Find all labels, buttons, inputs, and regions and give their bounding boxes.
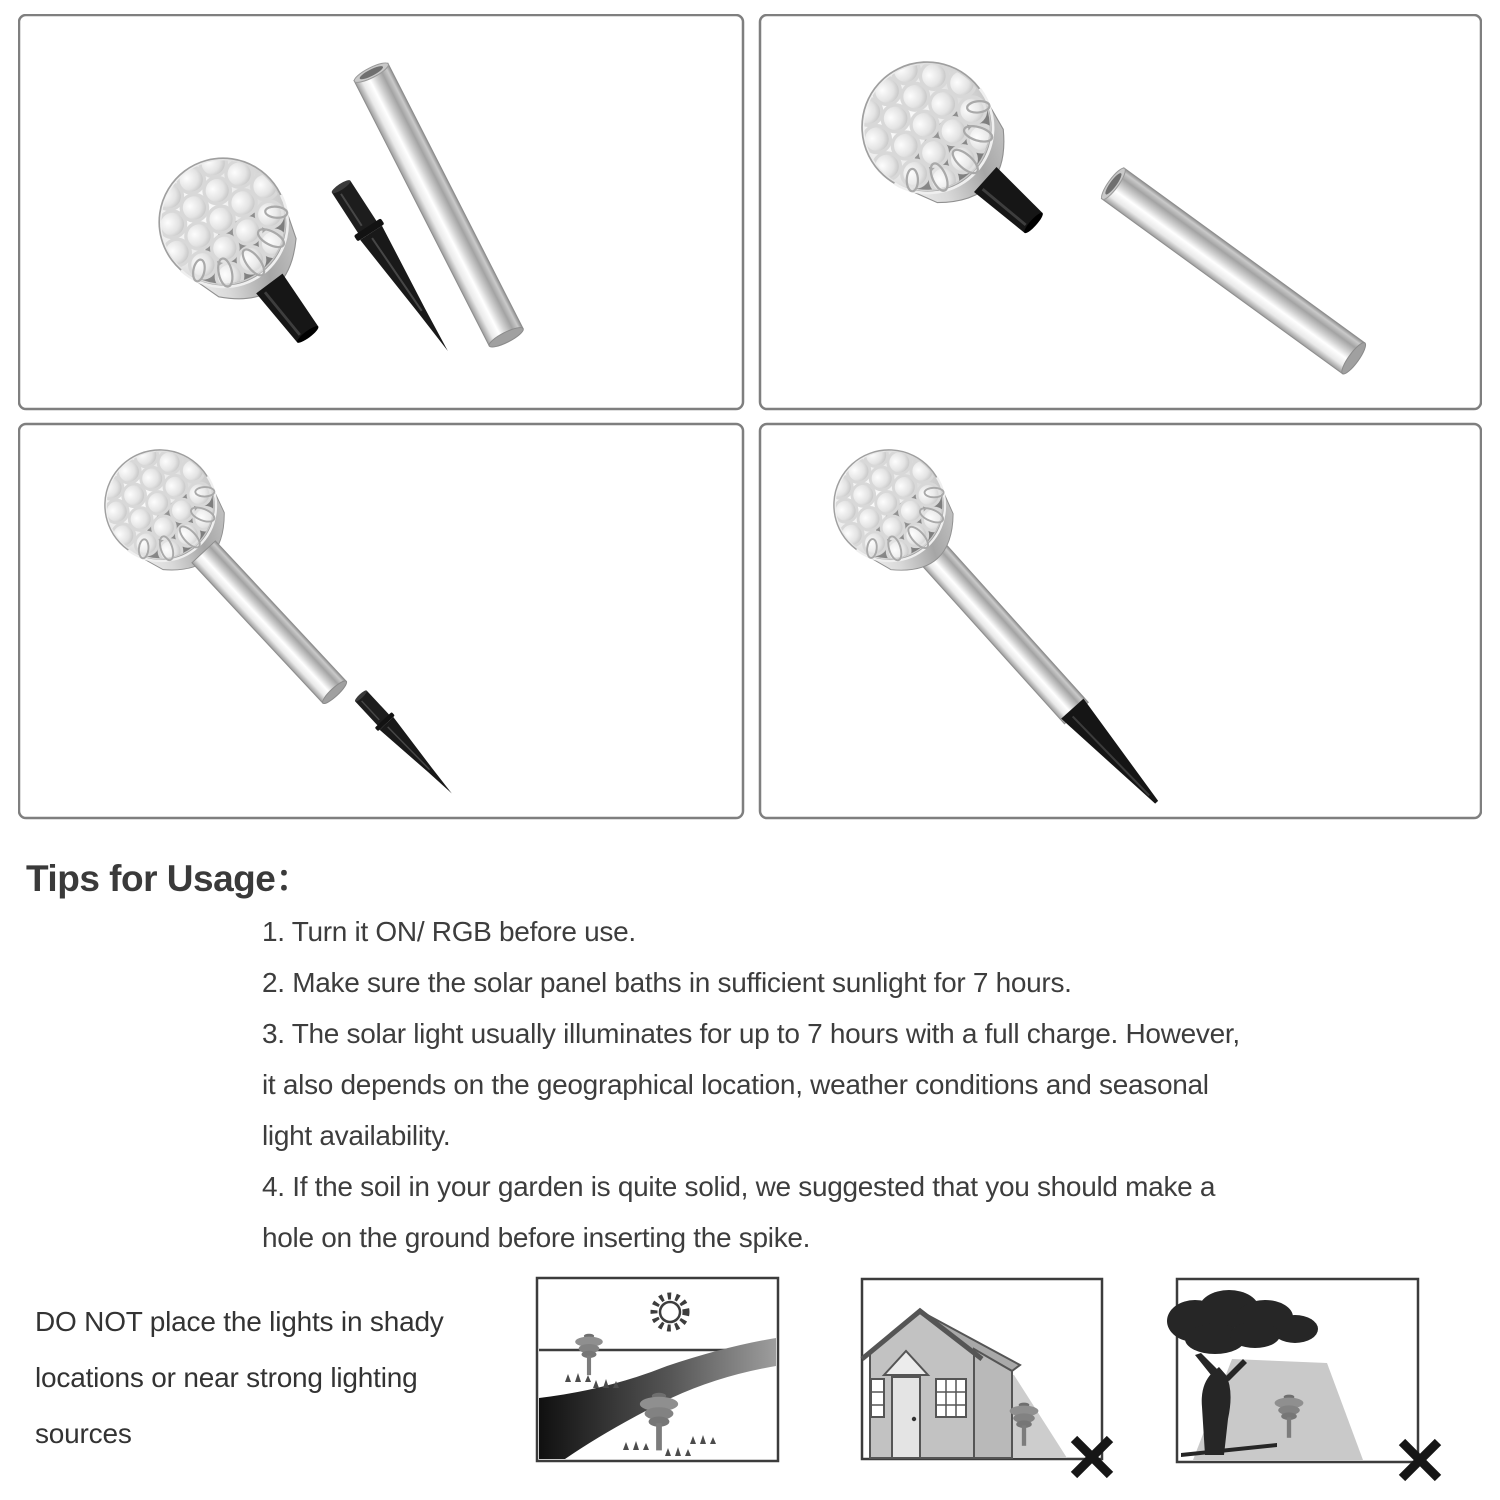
illustration-sunny-open-area	[537, 1278, 778, 1461]
tip-3-line: light availability.	[262, 1120, 451, 1151]
illustration-tree-shadow	[1167, 1279, 1438, 1478]
warning-text	[35, 1294, 515, 1462]
tip-1-line: 1. Turn it ON/ RGB before use.	[262, 916, 636, 947]
tip-2-line: 2. Make sure the solar panel baths in sufficient sunlight for 7 hours.	[262, 967, 1072, 998]
warning-line: locations or near strong lighting	[35, 1362, 418, 1393]
placement-illustrations	[535, 1272, 1475, 1494]
tip-3-line: 3. The solar light usually illuminates for up to 7 hours with a full charge. However,	[262, 1018, 1240, 1049]
illustration-house-shadow	[862, 1279, 1110, 1475]
tips-list	[262, 906, 1240, 1263]
tips-heading: Tips for Usage：	[26, 858, 312, 899]
tip-4-line: hole on the ground before inserting the spike.	[262, 1222, 811, 1253]
warning-line: sources	[35, 1418, 132, 1449]
warning-line: DO NOT place the lights in shady	[35, 1306, 444, 1337]
tip-4-line: 4. If the soil in your garden is quite solid, we suggested that you should make a	[262, 1171, 1216, 1202]
assembly-steps-figure	[18, 14, 1482, 820]
tip-3-line: it also depends on the geographical location, weather conditions and seasonal	[262, 1069, 1209, 1100]
